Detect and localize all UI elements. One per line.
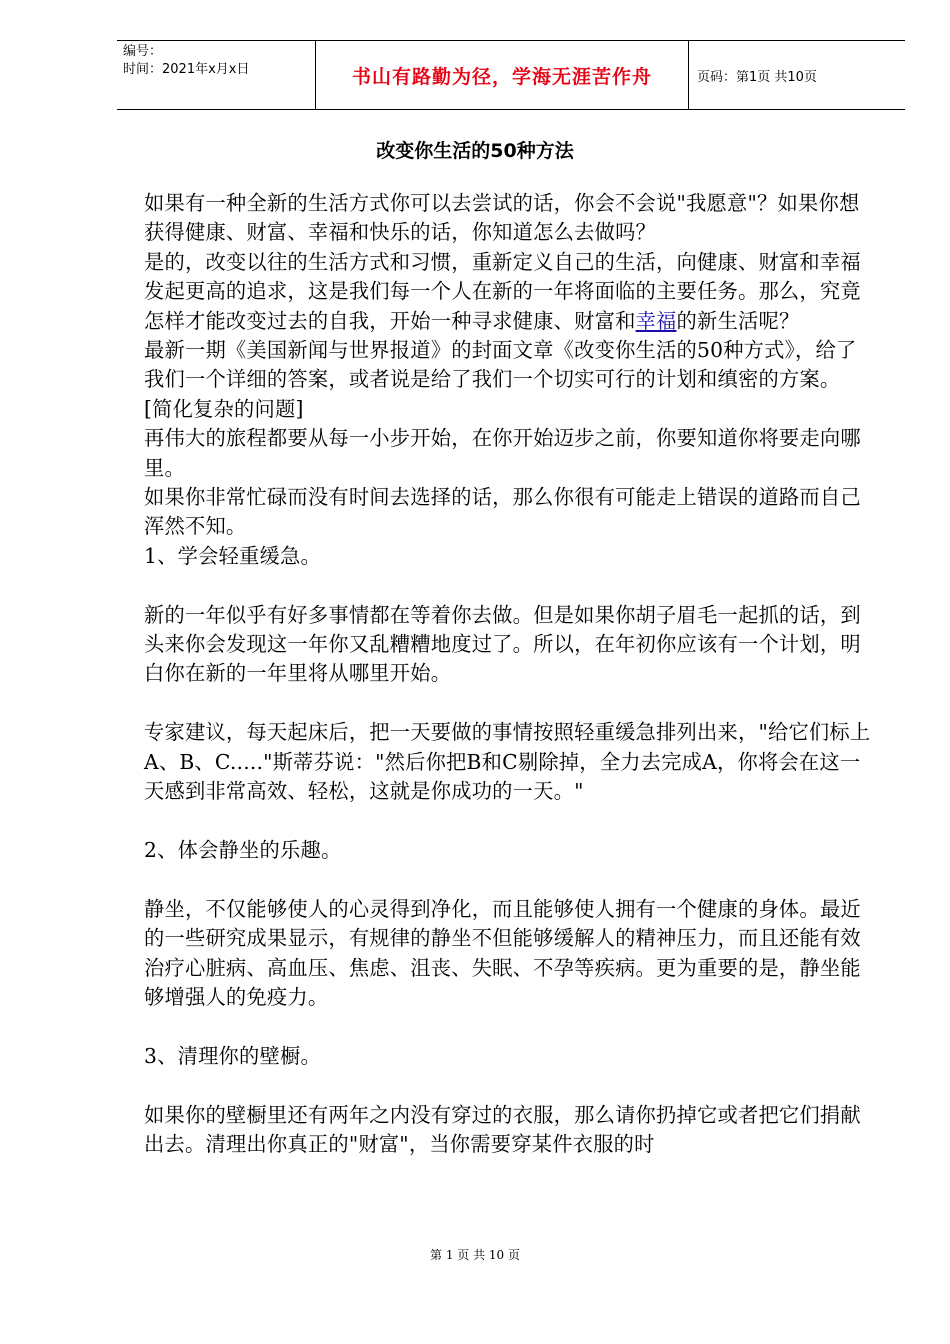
document-body (144, 189, 872, 1159)
header-motto: 书山有路勤为径，学海无涯苦作舟 (315, 41, 689, 109)
document-title: 改变你生活的50种方法 (376, 140, 574, 162)
paragraph: 如果你非常忙碌而没有时间去选择的话，那么你很有可能走上错误的道路而自己浑然不知。 (144, 485, 861, 539)
time-label: 时间：2021年x月x日 (123, 62, 250, 77)
paragraph: 再伟大的旅程都要从每一小步开始，在你开始迈步之前，你要知道你将要走向哪里。 (144, 426, 861, 480)
paragraph: 专家建议，每天起床后，把一天要做的事情按照轻重缓急排列出来，"给它们标上A、B、C....."斯蒂芬说："然后你把B和C剔除掉，全力去完成A，你将会在这一天感到非常高效、轻松，这就是你成功的一天。" (144, 720, 871, 804)
section-heading: [简化复杂的问题] (144, 396, 304, 421)
paragraph: 最新一期《美国新闻与世界报道》的封面文章《改变你生活的50种方式》，给了我们一个详细的答案，或者说是给了我们一个切实可行的计划和缜密的方案。 (144, 338, 857, 392)
header-meta (117, 41, 315, 109)
paragraph: 如果你的壁橱里还有两年之内没有穿过的衣服，那么请你扔掉它或者把它们捐献出去。清理出你真正的"财富"，当你需要穿某件衣服的时 (144, 1102, 861, 1156)
list-heading: 2、体会静坐的乐趣。 (144, 837, 342, 862)
list-heading: 1、学会轻重缓急。 (144, 543, 321, 568)
number-label: 编号： (123, 44, 163, 59)
happiness-link[interactable]: 幸福 (635, 308, 677, 333)
paragraph: 新的一年似乎有好多事情都在等着你去做。但是如果你胡子眉毛一起抓的话，到头来你会发现这一年你又乱糟糟地度过了。所以，在年初你应该有一个计划，明白你在新的一年里将从哪里开始。 (144, 602, 861, 686)
list-heading: 3、清理你的壁橱。 (144, 1043, 321, 1068)
header-page-label: 页码：第1页 共10页 (697, 69, 817, 85)
paragraph: 如果有一种全新的生活方式你可以去尝试的话，你会不会说"我愿意"？如果你想获得健康、财富、幸福和快乐的话，你知道怎么去做吗？ (144, 191, 860, 245)
paragraph: 静坐，不仅能够使人的心灵得到净化，而且能够使人拥有一个健康的身体。最近的一些研究成果显示，有规律的静坐不但能够缓解人的精神压力，而且还能有效治疗心脏病、高血压、焦虑、沮丧、失眠、不孕等疾病。更为重要的是，静坐能够增强人的免疫力。 (144, 896, 861, 1009)
paragraph: 是的，改变以往的生活方式和习惯，重新定义自己的生活，向健康、财富和幸福发起更高的追求，这是我们每一个人在新的一年将面临的主要任务。那么，究竟怎样才能改变过去的自我，开始一种寻求健康、财富和幸福的新生活呢？ (144, 249, 861, 333)
header-table (117, 40, 905, 110)
page-footer: 第 1 页 共 10 页 (430, 1248, 520, 1262)
